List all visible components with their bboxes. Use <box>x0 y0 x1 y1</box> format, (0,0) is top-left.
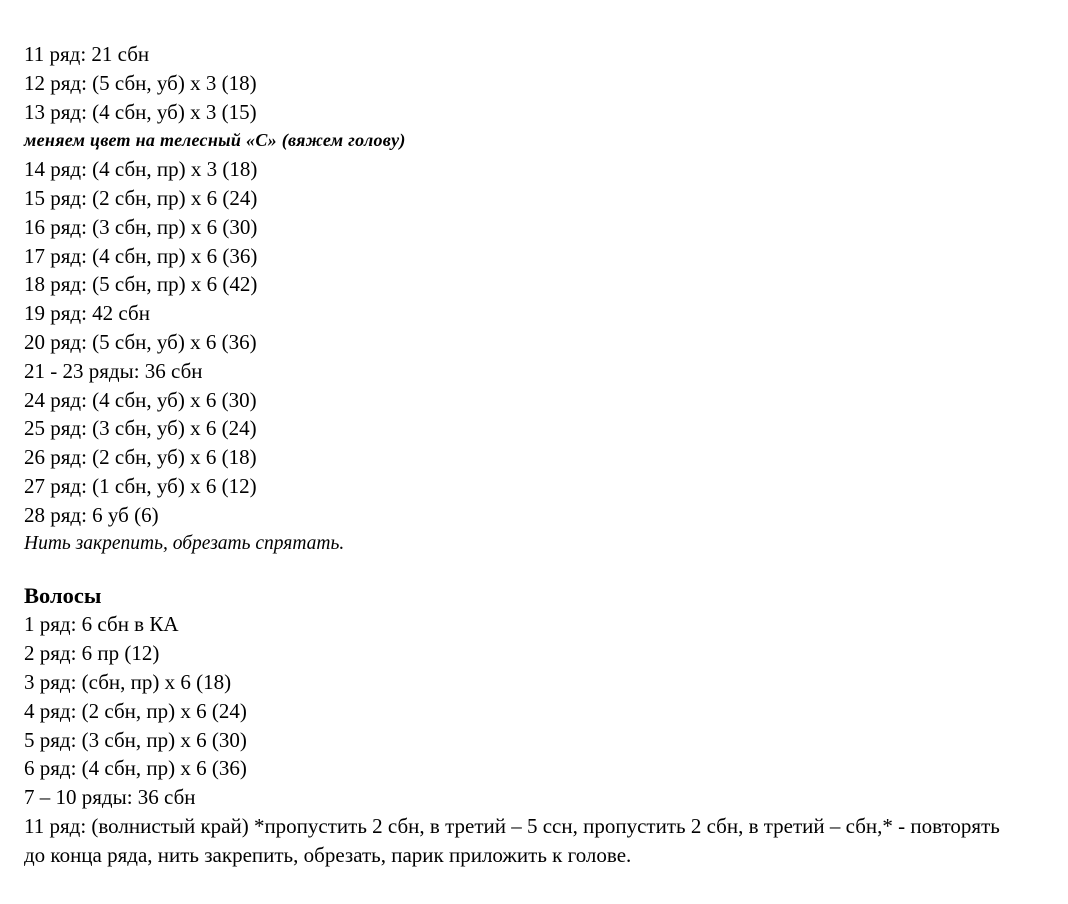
row-11: 11 ряд: 21 сбн <box>24 42 150 66</box>
hair-row-3: 3 ряд: (сбн, пр) х 6 (18) <box>24 669 232 694</box>
hair-row-6: 6 ряд: (4 сбн, пр) х 6 (36) <box>24 756 247 781</box>
row-18: 18 ряд: (5 сбн, пр) х 6 (42) <box>24 272 258 297</box>
hair-row-1: 1 ряд: 6 сбн в КА <box>24 612 179 637</box>
row-27: 27 ряд: (1 сбн, уб) х 6 (12) <box>24 473 257 498</box>
row-24: 24 ряд: (4 сбн, уб) х 6 (30) <box>24 387 257 412</box>
row-17: 17 ряд: (4 сбн, пр) х 6 (36) <box>24 243 258 268</box>
document-page <box>24 40 1044 870</box>
hair-row-2: 2 ряд: 6 пр (12) <box>24 641 160 666</box>
hair-row-7-10: 7 – 10 ряды: 36 сбн <box>24 785 196 810</box>
row-12: 12 ряд: (5 сбн, уб) х 3 (18) <box>24 70 257 95</box>
row-13: 13 ряд: (4 сбн, уб) х 3 (15) <box>24 99 257 124</box>
finish-note: Нить закрепить, обрезать спрятать. <box>24 532 345 554</box>
hair-row-5: 5 ряд: (3 сбн, пр) х 6 (30) <box>24 727 247 752</box>
row-28: 28 ряд: 6 уб (6) <box>24 502 159 527</box>
hair-row-4: 4 ряд: (2 сбн, пр) х 6 (24) <box>24 698 247 723</box>
row-16: 16 ряд: (3 сбн, пр) х 6 (30) <box>24 214 258 239</box>
row-26: 26 ряд: (2 сбн, уб) х 6 (18) <box>24 445 257 470</box>
row-14: 14 ряд: (4 сбн, пр) х 3 (18) <box>24 157 258 182</box>
row-19: 19 ряд: 42 сбн <box>24 301 150 326</box>
row-21-23: 21 - 23 ряды: 36 сбн <box>24 358 203 383</box>
row-20: 20 ряд: (5 сбн, уб) х 6 (36) <box>24 329 257 354</box>
hair-heading: Волосы <box>24 583 102 609</box>
color-change-note: меняем цвет на телесный «С» (вяжем голову) <box>24 130 406 151</box>
hair-row-11: 11 ряд: (волнистый край) *пропустить 2 сбн, в третий – 5 ссн, пропустить 2 сбн, в третий – сбн,* - повторять до конца ряда, нить закрепить, обрезать, парик приложить к голове. <box>24 813 1000 867</box>
row-15: 15 ряд: (2 сбн, пр) х 6 (24) <box>24 185 258 210</box>
row-25: 25 ряд: (3 сбн, уб) х 6 (24) <box>24 416 257 441</box>
